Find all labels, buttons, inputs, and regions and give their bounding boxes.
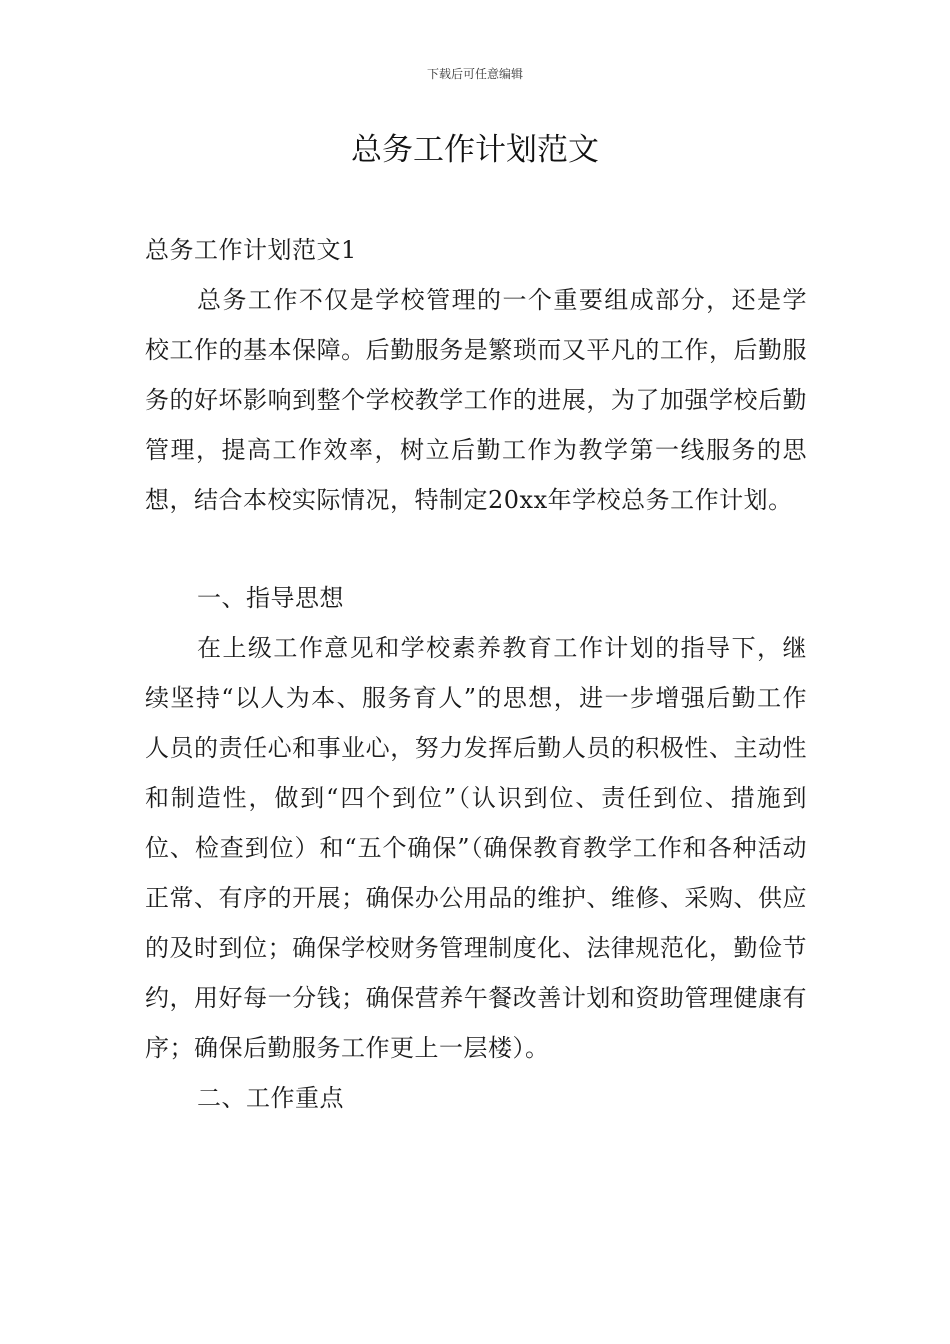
section-heading-guiding-ideology: 一、指导思想 <box>197 584 344 612</box>
paragraph-gap <box>145 525 807 573</box>
document-title: 总务工作计划范文 <box>351 132 599 168</box>
header-note: 下载后可任意编辑 <box>426 67 523 81</box>
subtitle: 总务工作计划范文1 <box>145 236 357 264</box>
guiding-ideology-paragraph: 在上级工作意见和学校素养教育工作计划的指导下，继续坚持“以人为本、服务育人”的思想，进一步增强后勤工作人员的责任心和事业心，努力发挥后勤人员的积极性、主动性和制造性，做到“四个到位”（认识到位、责任到位、措施到位、检查到位）和“五个确保”（确保教育教学工作和各种活动正常、有序的开展；确保办公用品的维护、维修、采购、供应的及时到位；确保学校财务管理制度化、法律规范化，勤俭节约，用好每一分钱；确保营养午餐改善计划和资助管理健康有序；确保后勤服务工作更上一层楼）。 <box>145 634 807 1062</box>
section-heading-work-focus: 二、工作重点 <box>197 1084 344 1112</box>
intro-paragraph: 总务工作不仅是学校管理的一个重要组成部分，还是学校工作的基本保障。后勤服务是繁琐而又平凡的工作，后勤服务的好坏影响到整个学校教学工作的进展，为了加强学校后勤管理，提高工作效率，树立后勤工作为教学第一线服务的思想，结合本校实际情况，特制定20xx年学校总务工作计划。 <box>145 286 807 514</box>
document-body <box>145 225 807 1123</box>
